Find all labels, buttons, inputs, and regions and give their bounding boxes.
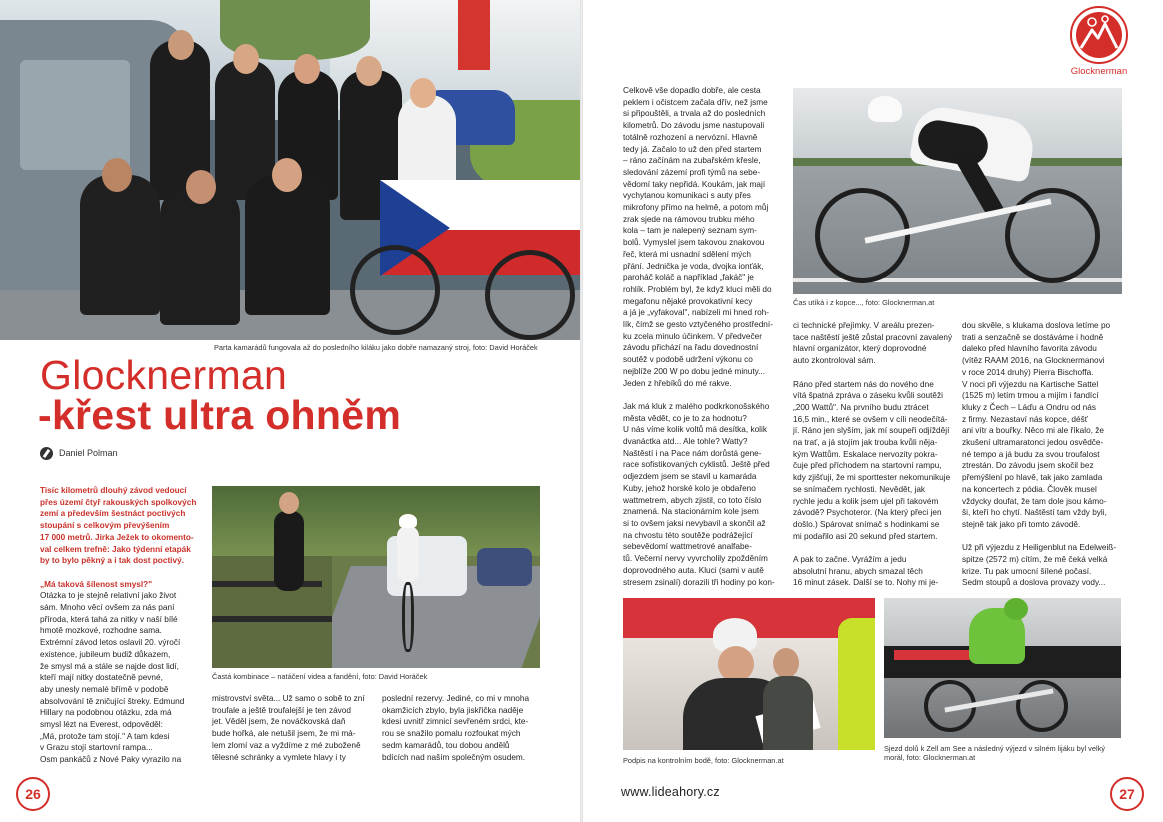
author-name: Daniel Polman [59,448,118,458]
text-line: zrak sjede na rámovou trubku mého [623,214,755,224]
text-line: příroda, která tahá za nitky v naší bílé [40,614,178,624]
left-column-3 [382,693,542,763]
text-line: Otázka to je stejně relativní jako život [40,591,177,601]
lead-line: přes území čtyř rakouských spolkových [40,497,197,507]
text-line: stejně tak jako při tomto závodě. [962,519,1081,529]
glocknerman-logo [1068,6,1130,77]
text-line: vychytanou komunikaci s auty přes [623,191,751,201]
text-line: okamžicích zbylo, byla jiskřička naděje [382,705,524,715]
aero-photo [793,88,1122,294]
lead-line: 17 000 metrů. Jirka Ježek to okomento- [40,532,194,542]
right-column-1 [623,85,783,588]
article-title-line2: -křest ultra ohněm [38,392,402,438]
text-line: Už při výjezdu z Heiligenblut na Edelweiß- [962,543,1117,553]
text-line: auto zkontroloval sám. [793,356,876,366]
mountain-bike-icon [1070,6,1128,64]
text-line: tů. Večerní nervy vyvrcholily zpožděním [623,554,768,564]
text-line: Kuby, jehož horské kolo je obdařeno [623,483,756,493]
text-line: sedm kamarádů, tou dobou andělů [382,740,510,750]
text-line: existence, jubileum budiž důkazem, [40,649,171,659]
text-line: peklem i očistcem začala dřív, než jsme [623,97,768,107]
text-line: krize. Tu pak umocní šílené počasí. [962,566,1092,576]
text-line: V noci při výjezdu na Kartische Sattel [962,379,1099,389]
text-line: soutěž v podobě udržení výkonu co [623,355,753,365]
page-number-right: 27 [1110,777,1144,811]
text-line: rychle jedu a kolik jsem ujel při takovém [793,496,939,506]
text-line: v roce 2014 druhý) Pierra Bischoffa. [962,367,1094,377]
text-line: tace naštěstí ještě zůstal pracovní zavalený [793,332,953,342]
text-line: závodu přichází na řadu dovednostní [623,343,759,353]
author-byline [40,446,118,460]
text-line: v Grazu stojí startovní rampa... [40,743,153,753]
text-line: odjezdem jsem se stavil u kamaráda [623,472,757,482]
text-line: absolvování tě zničující štreky. Edmund [40,696,185,706]
text-line: vždycky doufat, že tam dole jsou kámo- [962,496,1107,506]
text-line: se snímačem rychlosti. Nevědět, jak [793,484,926,494]
text-line: Osm pankáčů z Nové Paky vyrazilo na [40,755,182,765]
text-line: z firmy. Nezastaví nás kopce, déšť [962,414,1088,424]
text-line: A pak to začne. Vyrážím a jedu [793,555,907,565]
left-column-2 [212,693,372,763]
lead-line: val celkem trefně: Jako týdenní etapák [40,544,191,554]
page-number-left: 26 [16,777,50,811]
text-line: kteří mají nitky dostatečně pevné, [40,673,163,683]
text-line: Hillary na podobnou otázku, zda má [40,708,172,718]
text-line: rohlík. Problém byl, že když kluci měli do [623,284,772,294]
text-line: kilometrů. Do závodu jsme nastupovali [623,121,765,131]
text-line: aby unesly nemalé břímě v podobě [40,684,169,694]
text-line: totálně rozhození a nervózní. Hlavně [623,132,758,142]
text-line: trati a senzačně se dostáváme i hodně [962,332,1104,342]
text-line: Extrémní závod letos oslavil 20. výročí [40,638,181,648]
text-line: města vědět, co je to za hodnotu? [623,413,747,423]
text-line: kým Wattům. Eskalace nervozity pokra- [793,449,938,459]
checkpoint-photo [623,598,875,750]
text-line: sledování zázemí profi týmů na sebe- [623,167,761,177]
text-line: Jeden z hřebíků do mé rakve. [623,378,732,388]
text-line: ku zcela minulo účinkem. V předvečer [623,331,762,341]
text-line: dvanáctka atd... Ale tohle? Watty? [623,437,748,447]
text-line: megafonu nějaké provokativní kecy [623,296,753,306]
text-line: přání. Jednička je voda, dvojka ionťák, [623,261,764,271]
text-line: spitze (2572 m) cítím, že mě čeká velká [962,555,1108,565]
left-column-1 [40,485,200,766]
article-title-line1: Glocknerman [40,352,288,398]
text-line: race sofistikovaných cyklistů. Ještě před [623,460,770,470]
subheading: „Má taková šílenost smysl?" [40,579,153,589]
text-line: (vítěz RAAM 2016, na Glocknermanovi [962,356,1105,366]
text-line: rou se snažilo pomalu rozfoukat mých [382,729,521,739]
text-line: ztrestán. Do závodu jsem skočil bez [962,461,1094,471]
text-line: né tempo a já budu za svou troufalost [962,449,1100,459]
text-line: „Má, protože tam stojí." A tam kdesi [40,731,170,741]
text-line: si to ovšem jaksi nevybavil a skončil až [623,519,766,528]
text-line: ci technické přejímky. V areálu prezen- [793,321,935,330]
text-line: Celkově vše dopadlo dobře, ale cesta [623,86,761,95]
text-line: 16,5 min., které se ovšem v cíli neodečítá- [793,414,948,424]
lead-line: Tisíc kilometrů dlouhý závod vedoucí [40,486,187,495]
text-line: jí. Ráno jen slyším, jak mí soupeři odjíždějí [793,426,950,436]
right-column-2 [793,320,953,589]
text-line: kdesi uvnitř zimnicí sevřeném srdci, kte- [382,717,529,727]
road-photo-caption: Častá kombinace – natáčení videa a fandění, foto: David Horáček [212,672,428,681]
text-line: paroháč koláč a například „fakáč" je [623,273,754,283]
text-line: mistrovství světa... Už samo o sobě to zní [212,694,365,703]
text-line: doprovodného auta. Kluci (sami v autě [623,565,764,575]
text-line: absolutní hranu, abych smazal těch [793,566,923,576]
text-line: lem zlomí vaz a vyždíme z mé zuboženě [212,740,361,750]
text-line: „200 Wattů". Na prvního budu ztrácet [793,402,929,412]
page-gutter [580,0,583,822]
text-line: si připouštěli, a trvala až do posledních [623,109,766,119]
text-line: nejblíže 200 W po dobu jedné minuty... [623,366,766,376]
text-line: řeč, která mi usnadní sdělení mých [623,249,751,259]
text-line: znamená. Na stacionárním kole jsem [623,507,759,517]
text-line: hlavní organizátor, který doprovodné [793,344,927,354]
text-line: Naštěstí i na Pace nám dorůstá gene- [623,448,762,458]
text-line: a já je „vyfakoval", nabízeli mi hned roh- [623,308,769,318]
text-line: (1525 m) letím trmou a mijím i fandící [962,391,1099,401]
aero-photo-caption: Čas utíká i z kopce..., foto: Glocknerman.at [793,298,935,307]
rain-photo-caption-line2: morál, foto: Glocknerman.at [884,753,976,762]
text-line: ši, kteří ho chytí. Naštěstí tam vždy byli, [962,508,1107,518]
text-line: závodě? Psychoteror. (Na který přeci jen [793,508,942,518]
road-photo [212,486,540,668]
text-line: poslední rezervy. Jediné, co mi v mnoha [382,694,530,703]
text-line: přemýšlení po hlavě, tak jako zamlada [962,473,1103,483]
checkpoint-photo-caption: Podpis na kontrolním bodě, foto: Glocknerman.at [623,756,784,765]
website-url[interactable]: www.lideahory.cz [621,785,720,799]
text-line: bdících nad naším společným osudem. [382,752,526,762]
section-logo-text: Glocknerman [1070,66,1128,77]
text-line: tělesné schránky a vymlete hlavy i ty [212,752,346,762]
text-line: Jak má kluk z malého podkrkonošského [623,401,770,411]
text-line: 16 minut zásek. Další se to. Nohy mi je- [793,578,939,588]
text-line: bolů. Vymyslel jsem takovou znakovou [623,238,765,248]
text-line: na chvostu této soutěže podrážející [623,530,753,540]
text-line: sám. Mnoho věcí ovšem za nás paní [40,603,175,613]
right-column-3 [962,320,1127,589]
pen-icon [40,447,53,460]
lead-line: zemí a především šestnáct poctivých [40,509,186,519]
text-line: čuje před příchodem na startovní rampu, [793,461,942,471]
text-line: tedy já. Začalo to už den před startem [623,144,762,154]
rain-photo [884,598,1121,738]
text-line: smysl lézt na Everest, odpověděl: [40,720,163,730]
text-line: na koncertech z pódia. Člověk musel [962,484,1097,494]
text-line: lík, čímž se gesto vztyčeného prostřední- [623,320,773,330]
team-photo [0,0,580,340]
team-photo-caption: Parta kamarádů fungovala až do posledního kiláku jako dobře namazaný stroj, foto: David Horáček [214,343,538,352]
text-line: ani vítr a bouřky. Něco mi ale říkalo, že [962,426,1104,436]
text-line: U nás víme kolik voltů má desítka, kolik [623,425,767,435]
text-line: na trať, a já stojím jak trouba kvůli něja- [793,438,938,448]
text-line: kdy zjišťuji, že mi sporttester nekomunikuje [793,473,951,483]
text-line: – ráno začínám na zubařském křesle, [623,156,761,166]
text-line: wattmetrem, abych zjistil, co toto číslo [623,495,762,505]
text-line: Ráno před startem nás do nového dne [793,379,934,389]
text-line: mikrofony přímo na helmě, a potom můj [623,203,769,213]
text-line: dou skvěle, s klukama doslova letíme po [962,321,1111,330]
text-line: bude hořká, ale netušil jsem, že mi má- [212,729,356,739]
text-line: že smysl má a stále se najde dost lidí, [40,661,179,671]
text-line: sebevědomí wattmetrové analfabe- [623,542,752,552]
text-line: Sedm stoupů a doslova provazy vody... [962,578,1106,588]
text-line: vědomí taky nepřidá. Koukám, jak mají [623,179,766,189]
lead-line: stoupání s celkovým převýšením [40,521,170,531]
text-line: daleko před hlavního favorita závodu [962,344,1097,354]
text-line: kola – tam je nalepený seznam sym- [623,226,757,236]
lead-line: by to bylo pěkný a i tak dost poctivý. [40,556,184,566]
text-line: stresem zsinalí) dorazili tři hodiny po kon- [623,577,775,587]
text-line: zkušení ultramaratonci jedou osvědče- [962,438,1104,448]
text-line: mi podařilo asi 20 sekund před startem. [793,531,938,541]
text-line: jet. Věděl jsem, že nováčkovská daň [212,717,346,727]
text-line: hmotě mozkové, rozhodne sama. [40,626,162,636]
text-line: došlo.) Spárovat snímač s hodinkami se [793,519,940,529]
text-line: kluky z Čech – Láďu a Ondru od nás [962,402,1096,412]
text-line: vítá špatná zpráva o záseku kvůli soutěži [793,391,943,401]
rain-photo-caption-line1: Sjezd dolů k Zell am See a následný výjezd v silném lijáku byl velký [884,744,1105,753]
text-line: troufale a ještě troufalejší je ten závod [212,705,351,715]
